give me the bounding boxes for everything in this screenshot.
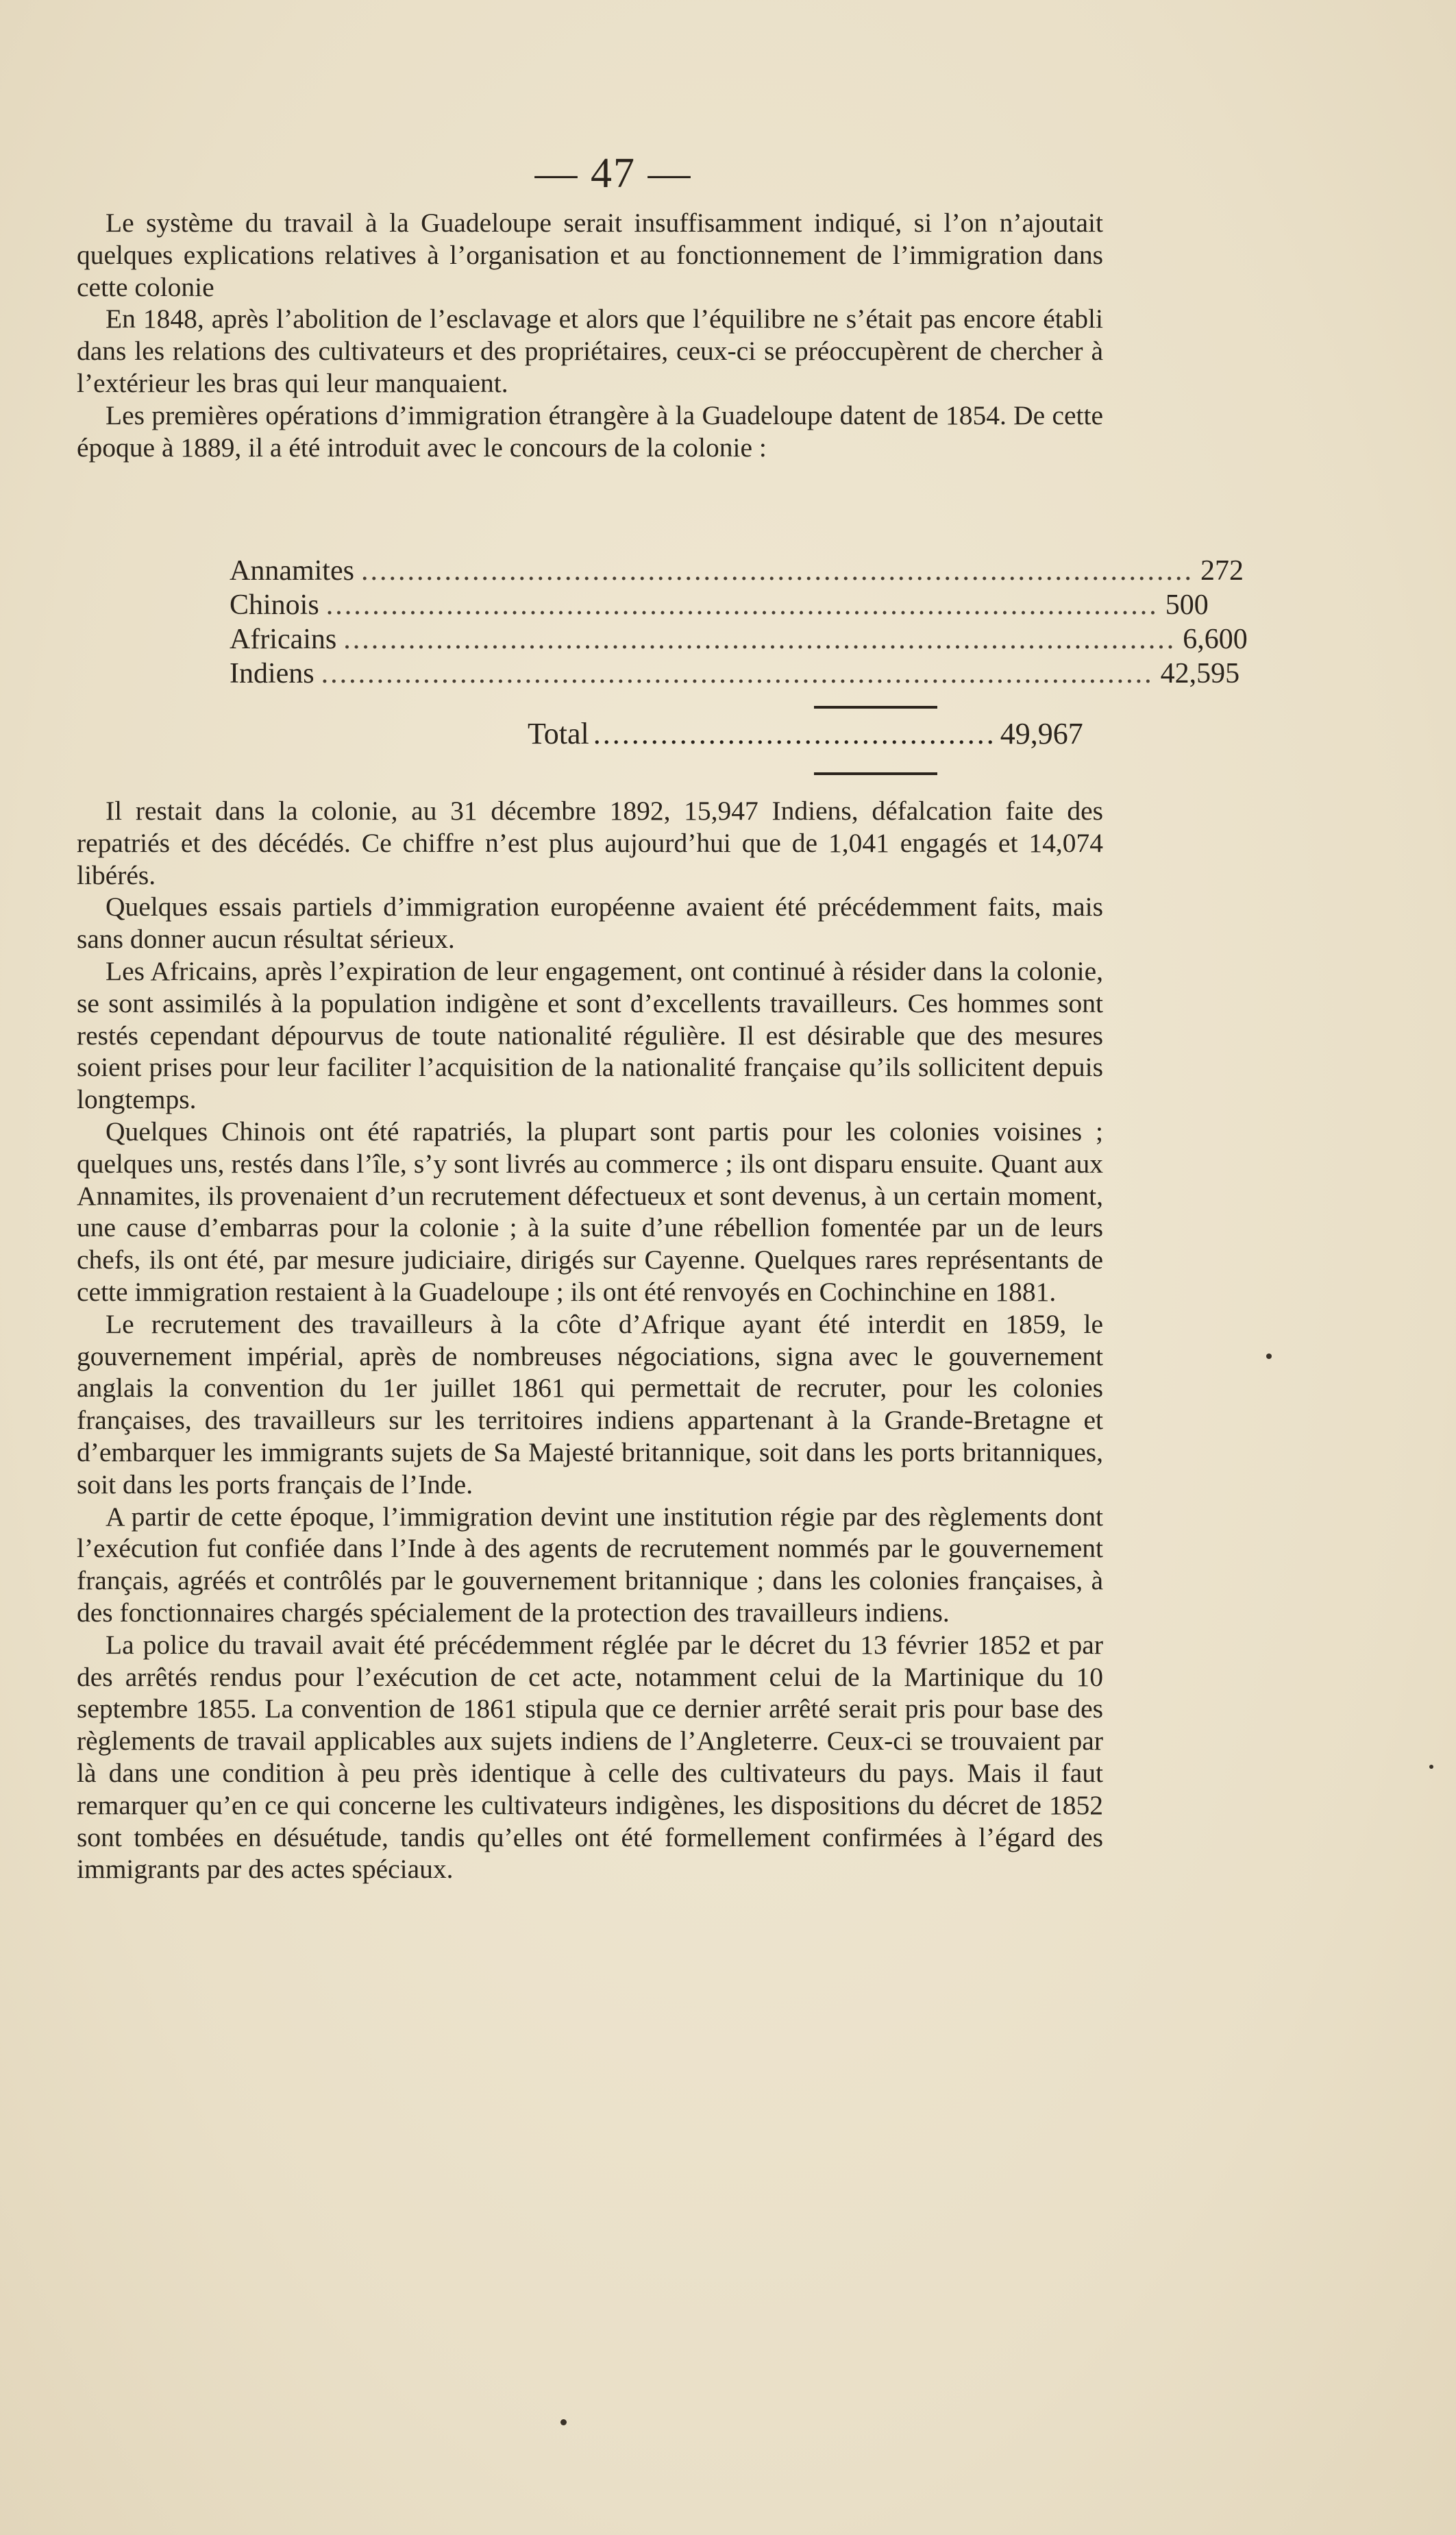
table-row xyxy=(230,554,1244,588)
total-rule-top xyxy=(814,706,937,709)
paragraph-intro: Le système du travail à la Guadeloupe serait insuffisamment indiqué, si l’on n’ajoutait quelques explications relatives à l’organisation et au fonctionnement de l’immigration dans cette colonie xyxy=(77,208,1103,302)
paragraph-labour-police: La police du travail avait été précédemment réglée par le décret du 13 février 1852 et par des arrêtés rendus pour l’exécution de cet acte, notamment celui de la Martinique du 10 septembre 1855. La convention de 1861 stipula que ce dernier arrêté serait pris pour base des règlements de travail applicables aux sujets indiens de l’Angleterre. Ceux-ci se trouvaient par là dans une condition à peu près identique à celle des cultivateurs du pays. Mais il faut remarquer qu’en ce qui concerne les cultivateurs indigènes, les dispositions du décret de 1852 sont tombées en désuétude, tandis qu’elles ont été formellement confirmées à l’égard des immigrants par des actes spéciaux. xyxy=(77,1629,1103,1885)
row-value: 6,600 xyxy=(1183,624,1248,655)
total-rule-bottom xyxy=(814,772,937,775)
row-value: 42,595 xyxy=(1160,658,1240,689)
table-row xyxy=(230,588,1209,622)
dot-leader: .......................................................................................... xyxy=(325,589,1159,621)
ink-speck xyxy=(1266,1354,1272,1359)
ink-speck xyxy=(560,2419,567,2425)
paragraph-institution: A partir de cette époque, l’immigration devint une institution régie par des règlements dont l’exécution fut confiée dans l’Inde à des agents de recrutement nommés par le gouvernement français, agréés et contrôlés par le gouvernement britannique ; dans les colonies françaises, à des fonctionnaires chargés spécialement de la protection des travailleurs indiens. xyxy=(77,1501,1103,1628)
paragraph-european-immigration: Quelques essais partiels d’immigration européenne avaient été précédemment faits, mais sans donner aucun résultat sérieux. xyxy=(77,892,1103,955)
row-label: Indiens xyxy=(230,658,314,689)
row-value: 500 xyxy=(1165,589,1209,621)
dot-leader: .......................................................................................... xyxy=(360,555,1194,587)
paragraph-chinese-annamites: Quelques Chinois ont été rapatriés, la plupart sont partis pour les colonies voisines ; quelques uns, restés dans l’île, s’y sont livrés au commerce ; ils ont disparu ensuite. Quant aux Annamites, ils provenaient d’un recrutement défectueux et sont devenus, à un certain moment, une cause d’embarras pour la colonie ; à la suite d’une rébellion fomentée par un de leurs chefs, ils ont été, par mesure judiciaire, dirigés sur Cayenne. Quelques rares représentants de cette immigration restaient à la Guadeloupe ; ils ont été renvoyés en Cochinchine en 1881. xyxy=(77,1116,1103,1307)
total-row xyxy=(528,713,1083,755)
main-text xyxy=(77,795,1103,1885)
immigration-table xyxy=(230,554,1248,691)
table-row xyxy=(230,657,1240,691)
paragraph-africans: Les Africains, après l’expiration de leur engagement, ont continué à résider dans la colonie, se sont assimilés à la population indigène et sont d’excellents travailleurs. Ces hommes sont restés cependant dépourvus de toute nationalité régulière. Il est désirable que des mesures soient prises pour leur faciliter l’acquisition de la nationalité française qu’ils sollicitent depuis longtemps. xyxy=(77,955,1103,1115)
intro-text xyxy=(77,207,1103,463)
row-value: 272 xyxy=(1200,555,1244,587)
row-label: Annamites xyxy=(230,555,354,587)
row-label: Africains xyxy=(230,624,337,655)
dot-leader: .......................................................................................... xyxy=(343,624,1176,655)
total-value: 49,967 xyxy=(1000,717,1083,750)
paragraph-1892-count: Il restait dans la colonie, au 31 décembre 1892, 15,947 Indiens, défalcation faite des repatriés et des décédés. Ce chiffre n’est plus aujourd’hui que de 1,041 engagés et 14,074 libérés. xyxy=(77,796,1103,890)
paragraph-1848: En 1848, après l’abolition de l’esclavage et alors que l’équilibre ne s’était pas encore établi dans les relations des cultivateurs et des propriétaires, ceux-ci se préoccupèrent de chercher à l’extérieur les bras qui leur manquaient. xyxy=(77,304,1103,398)
total-label: Total xyxy=(528,717,589,750)
paragraph-recruitment-1859: Le recrutement des travailleurs à la côte d’Afrique ayant été interdit en 1859, le gouvernement impérial, après de nombreuses négociations, signa avec le gouvernement anglais la convention du 1er juillet 1861 qui permettait de recruter, pour les colonies françaises, des travailleurs sur les territoires indiens appartenant à la Grande-Bretagne et d’embarquer les immigrants sujets de Sa Majesté britannique, soit dans les ports britanniques, soit dans les ports français de l’Inde. xyxy=(77,1308,1103,1499)
table-row xyxy=(230,622,1248,657)
page-number: — 47 — xyxy=(534,150,692,197)
dot-leader: .......................................................................................... xyxy=(321,658,1154,689)
ink-speck xyxy=(1429,1765,1433,1769)
paragraph-first-operations: Les premières opérations d’immigration étrangère à la Guadeloupe datent de 1854. De cette époque à 1889, il a été introduit avec le concours de la colonie : xyxy=(77,400,1103,463)
dot-leader: .......................................... xyxy=(593,717,996,750)
row-label: Chinois xyxy=(230,589,319,621)
